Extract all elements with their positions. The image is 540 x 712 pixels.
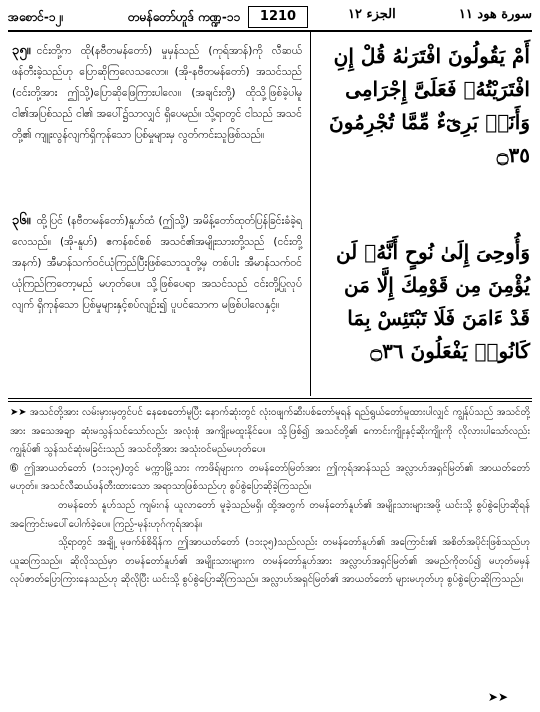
- translation-verse-36: [12, 210, 302, 316]
- page-number: 1210: [248, 6, 308, 28]
- translation-verse-35: [12, 40, 302, 146]
- verse-text: ထို့ပြင် (နဗီတမန်တော်)နူဟ်ထံ (ဤသို့) အမိန့်တော်ထုတ်ပြန်ခြင်းခံခဲ့ရလေသည်။ (အို-နူဟ်) ဧကန်စင်စစ် အသင်၏အမျိုးသားတို့သည် (ငင်းတို့အနက်) အီမာန်သက်ဝင်ယုံကြည်ပြီးဖြစ်သောသူတို့မှ တစ်ပါး အီမာန်သက်ဝင်ယုံကြည်ကြတော့မည် မဟုတ်ပေ။ သို့ဖြစ်ပေရာ အသင်သည် ငင်းတို့ပြုလုပ်လျက် ရှိကုန်သော ပြစ်မှုများနှင့်စပ်လျဉ်း၍ ပူပင်သောက မဖြစ်ပါလေနှင့်။: [12, 215, 302, 311]
- arabic-verse-36: وَأُوحِىَ إِلَىٰ نُوحٍ أَنَّهُۥ لَن يُؤْمِنَ مِن قَوْمِكَ إِلَّا مَن قَدْ ءَامَنَ فَلَا تَبْتَئِسْ بِمَا كَانُوا۟ يَفْعَلُونَ ۝٣٦: [335, 240, 530, 363]
- footnote: တမန်တော် နူဟ်သည် ကျမ်းဂန် ယူလာတော် မူခဲ့သည်မရှိ၊ ထို့အတွက် တမန်တော်နူဟ်၏ အမျိုးသားများအဖို့ ယင်းသို့ စွပ်စွဲပြောဆိုရန် အကြောင်းမပေါ်ပေါက်ခဲ့ပေ။ ကြည့်-မုန်းဟုဂ်ကုရ်အာန်။: [10, 499, 530, 530]
- surah-label: سورة هود ١١: [458, 7, 532, 22]
- footnote: ➅ ဤအာယတ်တော် (၁၁း၃၅)တွင် မက္ကာမြို့သား ကာဖိရ်များက တမန်တော်မြတ်အား ဤကုရ်အာန်သည် အလ္လာဟ်အရှင်မြတ်၏ အာယတ်တော်မဟုတ်။ အသင်လီဆယ်ဖန်တီးထားသော အရာသာဖြစ်သည်ဟု စွပ်စွဲပြောဆိုခဲ့ကြသည်။: [10, 462, 530, 493]
- juz-label: الجزء ١٢: [348, 7, 396, 22]
- continuation-arrows: ➤➤: [487, 690, 508, 704]
- footnote: ➤➤ အသင်တို့အား လမ်းမှားမှတွင်ပင် နေစေတော်မူပြီး နောက်ဆုံးတွင် လုံးဝဖျက်ဆီးပစ်တော်မူရန် ရည်ရွယ်တော်မူထားပါလျှင် ကျွန်ုပ်သည် အသင်တို့အား အသေအချာ ဆုံးမသွန်သင်သော်လည်း အလုံးစုံ အကျိုးမထူးနိုင်ပေ။ သို့ဖြစ်၍ အသင်တို့၏ ကောင်းကျိုးနှင့်ဆိုးကျိုးကို လိုလားပါသော်လည်း ကျွန်ုပ်၏ သွန်သင်ဆုံးမခြင်းသည် အသင်တို့အား အသုံးဝင်မည်မဟုတ်ပေ။: [10, 407, 530, 456]
- header-rule: [8, 30, 532, 32]
- verse-number: ၃၆။: [12, 213, 31, 228]
- footnote-rule: [8, 398, 532, 399]
- column-divider: [310, 32, 311, 396]
- verse-text: ငင်းတို့က ထို(နဗီတမန်တော်) မှုမှန်သည် (ကုရ်အာန်)ကို လီဆယ်ဖန်တီးခဲ့သည်ဟု ပြောဆိုကြလေသလော။ (အို-နဗီတမန်တော်) အသင်သည် (ငင်းတို့အား ဤသို့)ပြောဆိုဖြေကြားပါလေ။ (အချင်းတို့) ထိုသို့ဖြစ်ခဲ့ပါမူ ငါ၏အပြစ်သည် ငါ၏ အပေါ်၌သာလျှင် ရှိပေမည်။ သို့ရာတွင် ငါသည် အသင်တို့၏ ကျူးလွန်လျက်ရှိကုန်သော ပြစ်မှုများမှ လွတ်ကင်းသူဖြစ်သည်။: [12, 45, 302, 141]
- section-title: တမန်တော်ဟူဒ် ကဏ္ဍ-၁၁: [128, 10, 241, 24]
- page-header: [8, 6, 532, 30]
- footnote-rule-inner: [8, 401, 532, 402]
- footnotes: [10, 404, 530, 590]
- verse-number: ၃၅။: [12, 43, 31, 58]
- arabic-verse-35: أَمْ يَقُولُونَ افْتَرَىٰهُ قُلْ إِنِ افْتَرَيْتُهُۥ فَعَلَىَّ إِجْرَامِى وَأَنَا۠ بَرِىٓءٌ مِّمَّا تُجْرِمُونَ ۝٣٥: [329, 44, 530, 167]
- volume-label: အစောင်-၁၂၊: [8, 10, 64, 24]
- footnote: သို့ရာတွင် အချို့ မုဖက်စ်စိရိန်က ဤအာယတ်တော် (၁၁း၃၅)သည်လည်း တမန်တော်နူဟ်၏ အကြောင်း၏ အစိတ်အပိုင်းဖြစ်သည်ဟု ယူဆကြသည်။ ဆိုလိုသည်မှာ တမန်တော်နူဟ်၏ အမျိုးသားများက တမန်တော်နူဟ်အား အလ္လာဟ်အရှင်မြတ်၏ အမည်ကိုတပ်၍ မဟုတ်မမှန်လုပ်ဇာတ်ပြောကြားနေသည်ဟု ဆိုလိုပြီး ယင်းသို့ စွပ်စွဲပြောဆိုကြသည်။ အလ္လာဟ်အရှင်မြတ်၏ အာယတ်တော် များမဟုတ်ဟု စွပ်စွဲပြောဆိုကြသည်။: [10, 537, 530, 586]
